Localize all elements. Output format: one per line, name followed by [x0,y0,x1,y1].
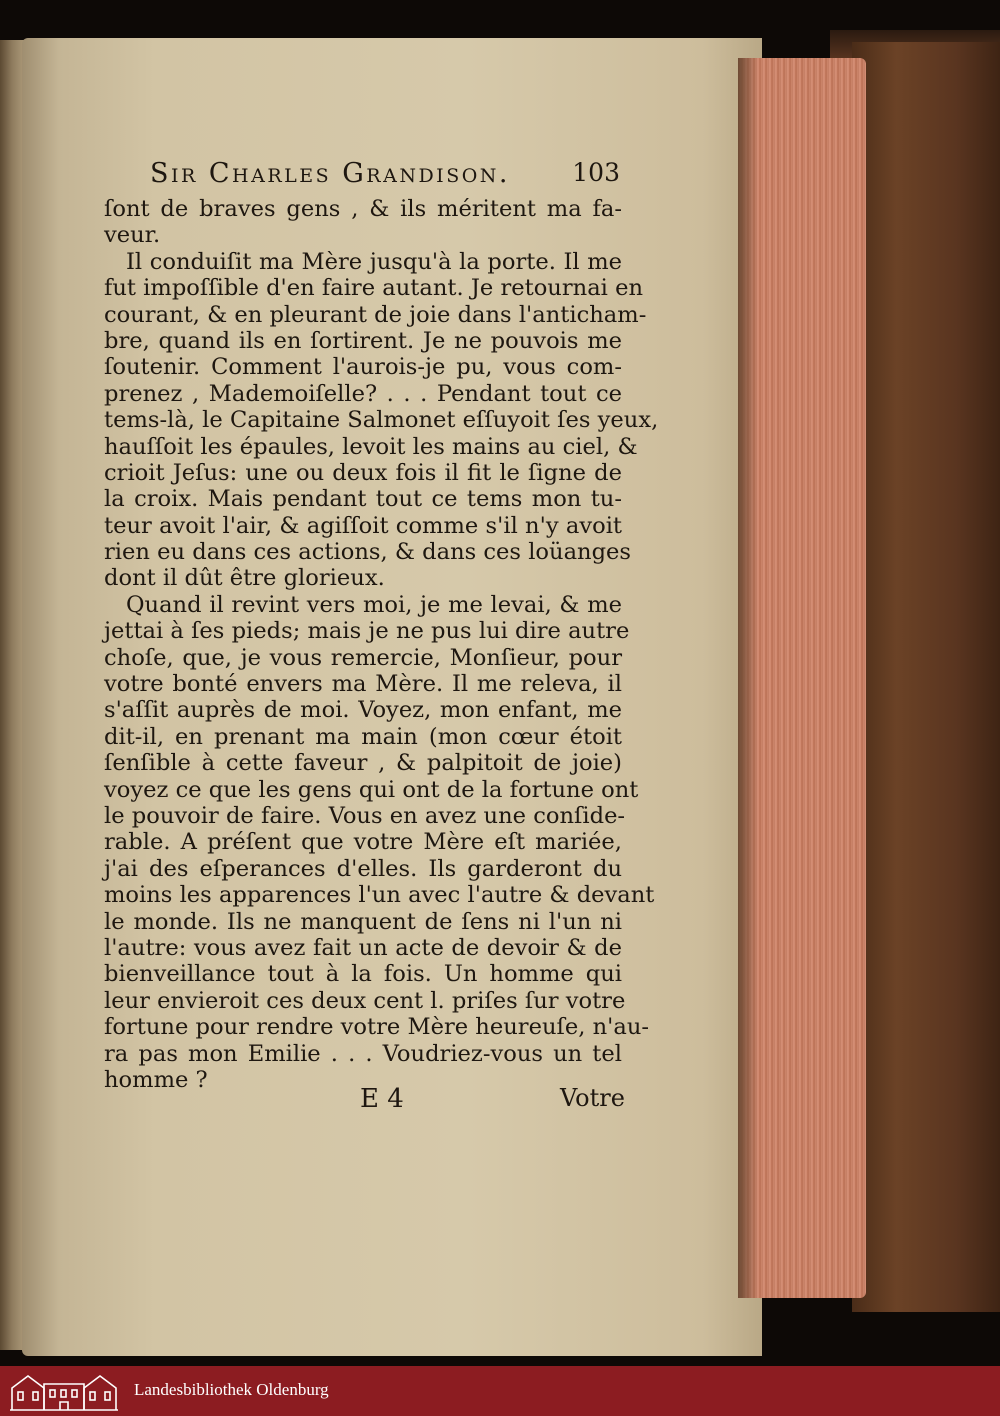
text-line: Il conduiſit ma Mère jusqu'à la porte. Il me [126,248,622,275]
text-line: bienveillance tout à la fois. Un homme qui [104,961,622,988]
text-line: bre, quand ils en ſortirent. Je ne pouvois me [104,327,622,354]
text-line: voyez ce que les gens qui ont de la fortune ont [104,776,639,803]
text-line: prenez , Mademoiſelle? . . . Pendant tout ce [104,380,622,407]
text-line: tems-là, le Capitaine Salmonet eſſuyoit ſes yeux, [104,407,659,434]
text-line: j'ai des eſperances d'elles. Ils garderont du [104,855,622,882]
text-line: rien eu dans ces actions, & dans ces loüanges [104,539,632,566]
text-line: dit-il, en prenant ma main (mon cœur étoit [104,723,622,750]
text-line: le pouvoir de faire. Vous en avez une conſide- [104,802,626,829]
text-line: ſenſible à cette faveur , & palpitoit de joie) [104,750,622,777]
text-line: choſe, que, je vous remercie, Monſieur, pour [104,644,622,671]
text-line: rable. A préſent que votre Mère eſt mariée, [104,829,622,856]
text-line: homme ? [104,1066,208,1093]
page-edges-shadow [738,58,758,1298]
text-line: ſont de braves gens , & ils méritent ma fa- [104,196,622,222]
text-line: veur. [104,222,161,249]
text-line: teur avoit l'air, & agiſſoit comme s'il n'y avoit [104,512,622,539]
text-line: fut impoſſible d'en faire autant. Je retournai en [104,275,644,302]
library-building-logo-icon [8,1370,120,1412]
text-line: courant, & en pleurant de joie dans l'anticham- [104,301,647,328]
text-line: ſoutenir. Comment l'aurois-je pu, vous com- [104,354,622,381]
text-line: crioit Jeſus: une ou deux fois il fit le ſigne de [104,459,622,486]
body-text [104,196,659,1093]
text-line: hauſſoit les épaules, levoit les mains au ciel, & [104,433,638,460]
library-name: Landesbibliothek Oldenburg [134,1380,329,1399]
text-line: dont il dût être glorieux. [104,565,385,592]
text-line: le monde. Ils ne manquent de ſens ni l'un ni [104,908,622,935]
text-line: jettai à ſes pieds; mais je ne pus lui dire autre [104,618,630,645]
page-header [150,158,620,192]
catchword: Votre [560,1084,625,1112]
text-line: moins les apparences l'un avec l'autre & devant [104,882,655,909]
text-line: votre bonté envers ma Mère. Il me releva, il [104,671,622,698]
text-line: la croix. Mais pendant tout ce tems mon tu- [104,486,622,513]
footer-bar [0,1366,1000,1416]
text-line: s'aſſit auprès de moi. Voyez, mon enfant, me [104,697,622,724]
text-line: ra pas mon Emilie . . . Voudriez-vous un tel [104,1040,622,1067]
running-title: Sir Charles Grandison. [150,158,510,189]
book-cover [852,42,1000,1312]
signature-mark: E 4 [360,1084,404,1114]
text-line: l'autre: vous avez fait un acte de devoir & de [104,934,622,961]
page-number: 103 [572,158,620,187]
text-line: fortune pour rendre votre Mère heureuſe, n'au- [104,1014,650,1041]
text-line: leur envieroit ces deux cent l. priſes ſur votre [104,987,626,1014]
text-line: Quand il revint vers moi, je me levai, & me [126,591,622,618]
